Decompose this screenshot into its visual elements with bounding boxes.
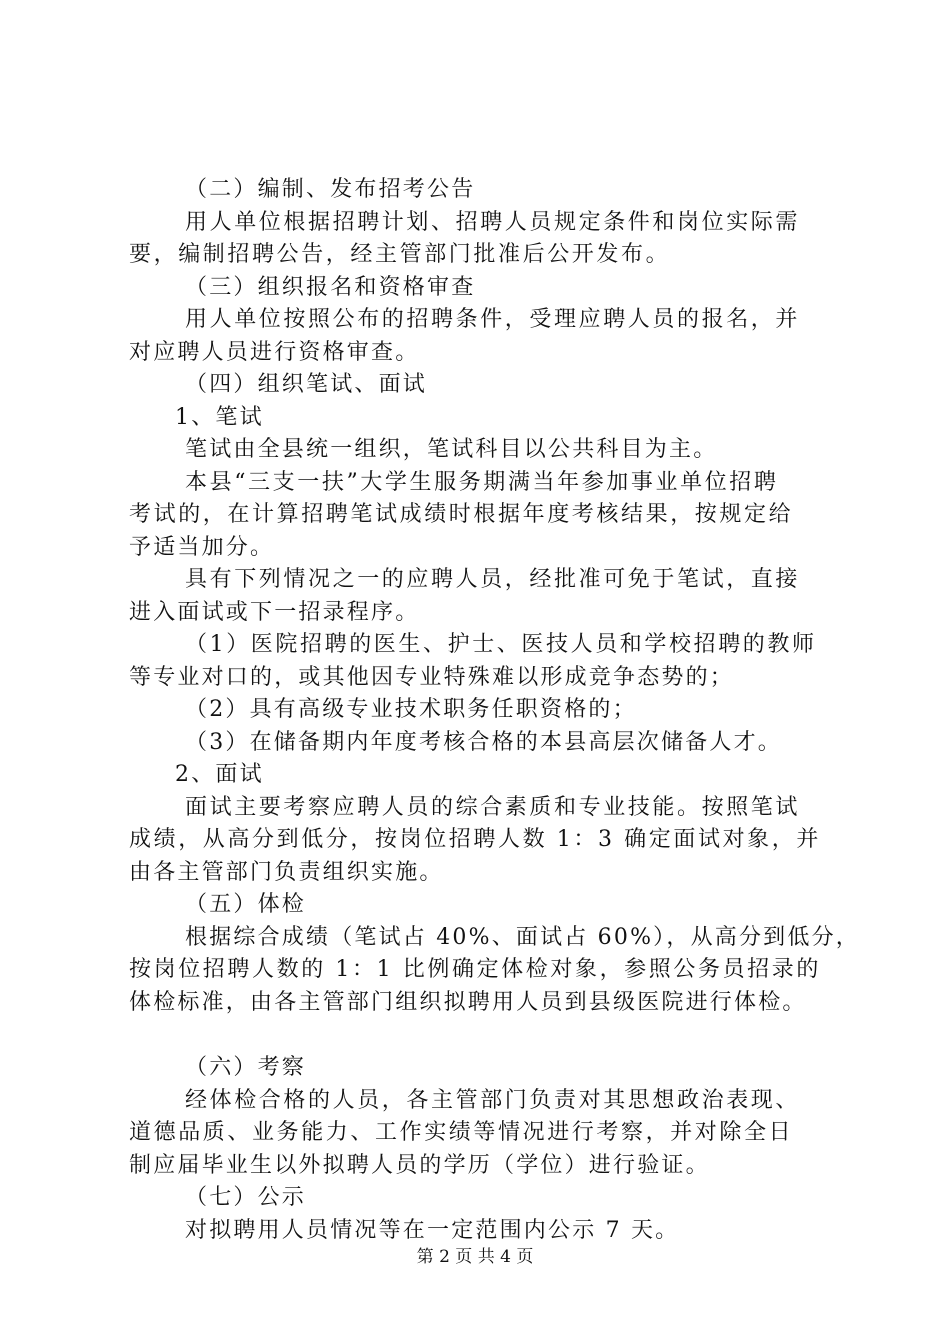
section-heading-3: （三）组织报名和资格审查	[185, 274, 476, 300]
paragraph-line: 考试的，在计算招聘笔试成绩时根据年度考核结果，按规定给	[129, 502, 794, 527]
subsection-heading-written-exam: 1、笔试	[175, 404, 264, 430]
paragraph-line: 等专业对口的，或其他因专业特殊难以形成竞争态势的；	[129, 664, 735, 690]
paragraph-line: 根据综合成绩（笔试占 40%、面试占 60%），从高分到低分，	[185, 924, 860, 950]
paragraph-line: 要，编制招聘公告，经主管部门批准后公开发布。	[129, 242, 671, 267]
paragraph-line: 用人单位根据招聘计划、招聘人员规定条件和岗位实际需	[185, 209, 801, 235]
paragraph-line: 对应聘人员进行资格审查。	[129, 339, 420, 365]
paragraph-line: 体检标准，由各主管部门组织拟聘用人员到县级医院进行体检。	[129, 989, 807, 1015]
paragraph-line: 经体检合格的人员，各主管部门负责对其思想政治表现、	[185, 1087, 801, 1113]
list-item-2: （2）具有高级专业技术职务任职资格的；	[185, 697, 637, 722]
list-item-1: （1）医院招聘的医生、护士、医技人员和学校招聘的教师	[185, 632, 817, 657]
paragraph-line: 予适当加分。	[129, 534, 275, 560]
paragraph-line: 本县“三支一扶”大学生服务期满当年参加事业单位招聘	[185, 469, 779, 495]
section-heading-5: （五）体检	[185, 892, 307, 917]
document-body	[129, 174, 860, 1247]
section-heading-7: （七）公示	[185, 1185, 307, 1210]
paragraph-line: 进入面试或下一招录程序。	[129, 599, 420, 625]
list-item-3: （3）在储备期内年度考核合格的本县高层次储备人才。	[185, 729, 782, 755]
section-heading-6: （六）考察	[185, 1055, 307, 1080]
paragraph-line: 对拟聘用人员情况等在一定范围内公示 7 天。	[185, 1217, 680, 1243]
section-heading-2: （二）编制、发布招考公告	[185, 177, 476, 202]
paragraph-line: 用人单位按照公布的招聘条件，受理应聘人员的报名，并	[185, 307, 801, 332]
paragraph-line: 笔试由全县统一组织，笔试科目以公共科目为主。	[185, 437, 718, 462]
paragraph-line: 面试主要考察应聘人员的综合素质和专业技能。按照笔试	[185, 794, 801, 820]
page-footer: 第 2 页 共 4 页	[416, 1247, 534, 1267]
paragraph-line: 具有下列情况之一的应聘人员，经批准可免于笔试，直接	[185, 567, 801, 592]
paragraph-line: 由各主管部门负责组织实施。	[129, 859, 444, 885]
paragraph-spacer	[129, 1019, 841, 1052]
paragraph-line: 道德品质、业务能力、工作实绩等情况进行考察，并对除全日	[129, 1120, 794, 1145]
paragraph-line: 成绩，从高分到低分，按岗位招聘人数 1：3 确定面试对象，并	[129, 827, 821, 852]
paragraph-line: 制应届毕业生以外拟聘人员的学历（学位）进行验证。	[129, 1152, 710, 1178]
paragraph-line: 按岗位招聘人数的 1：1 比例确定体检对象，参照公务员招录的	[129, 957, 821, 982]
section-heading-4: （四）组织笔试、面试	[185, 372, 428, 397]
subsection-heading-interview: 2、面试	[175, 762, 264, 787]
